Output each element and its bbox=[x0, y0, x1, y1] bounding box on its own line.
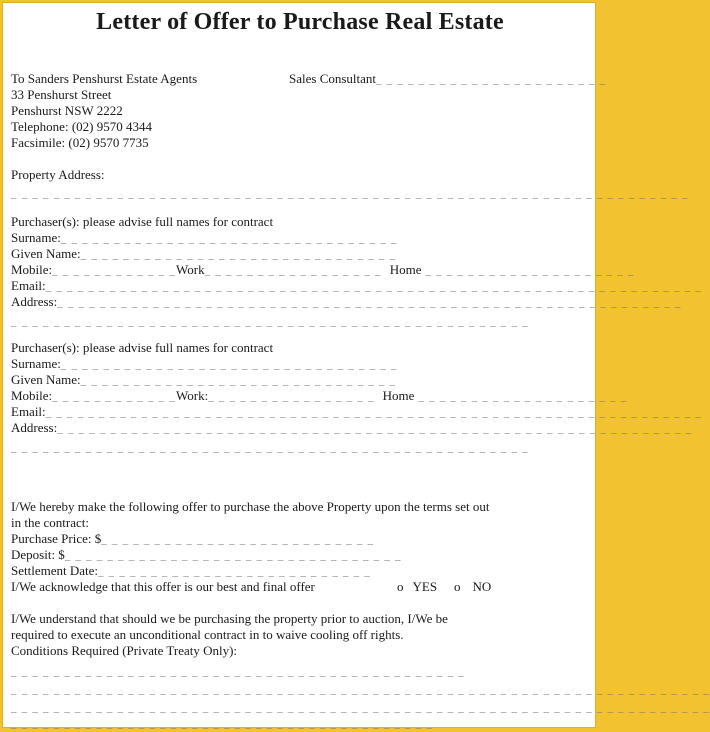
offer-letter-page bbox=[2, 2, 710, 730]
conditions-blank-line1 bbox=[11, 663, 465, 680]
conditions-field-1[interactable]: _ _ _ _ _ _ _ _ _ _ _ _ _ _ _ _ _ _ _ _ _ _ _ _ _ _ _ _ _ _ _ _ _ _ _ _ _ _ _ _ _ _ _ bbox=[11, 666, 465, 678]
purchaser2-heading: Purchaser(s): please advise full names for contract bbox=[11, 340, 274, 355]
conditions-field-2[interactable]: _ _ _ _ _ _ _ _ _ _ _ _ _ _ _ _ _ _ _ _ _ _ _ _ _ _ _ _ _ _ _ _ _ _ _ _ _ _ _ _ _ _ _ _ _ _ _ _ _ _ _ _ _ _ _ _ _ _ _ _ _ _ _ _ _ _ bbox=[11, 684, 710, 696]
conditions-label: Conditions Required (Private Treaty Only): bbox=[11, 643, 238, 658]
purchaser1-work-field[interactable]: _ _ _ _ _ _ _ _ _ _ _ _ _ _ _ _ _ bbox=[204, 265, 382, 277]
conditions-blank-line2 bbox=[11, 681, 710, 698]
purchaser1-given-label: Given Name: bbox=[11, 246, 81, 261]
agent-telephone: Telephone: (02) 9570 4344 bbox=[11, 119, 152, 134]
auction-text-line1: I/We understand that should we be purchasing the property prior to auction, I/We be bbox=[11, 611, 448, 626]
deposit-line bbox=[11, 547, 402, 564]
no-option[interactable] bbox=[454, 579, 491, 595]
purchaser1-given-field[interactable]: _ _ _ _ _ _ _ _ _ _ _ _ _ _ _ _ _ _ _ _ _ _ _ _ _ _ _ _ _ _ bbox=[80, 249, 397, 261]
purchaser2-address-label: Address: bbox=[11, 420, 58, 435]
purchase-price-label: Purchase Price: $ bbox=[11, 531, 102, 546]
no-radio[interactable]: o bbox=[454, 579, 461, 594]
purchase-price-line bbox=[11, 531, 374, 548]
conditions-field-3[interactable]: _ _ _ _ _ _ _ _ _ _ _ _ _ _ _ _ _ _ _ _ _ _ _ _ _ _ _ _ _ _ _ _ _ _ _ _ _ _ _ _ _ _ _ _ _ _ _ _ _ _ _ _ _ _ _ _ _ _ _ _ _ _ _ _ _ _ bbox=[11, 702, 710, 714]
agent-name: To Sanders Penshurst Estate Agents bbox=[11, 71, 198, 86]
purchaser2-given-label: Given Name: bbox=[11, 372, 81, 387]
no-label: NO bbox=[472, 579, 492, 594]
agent-street: 33 Penshurst Street bbox=[11, 87, 112, 102]
purchaser1-address-field[interactable]: _ _ _ _ _ _ _ _ _ _ _ _ _ _ _ _ _ _ _ _ _ _ _ _ _ _ _ _ _ _ _ _ _ _ _ _ _ _ _ _ _ _ _ _ _ _ _ _ _ _ _ _ _ _ _ _ _ _ _ bbox=[57, 297, 682, 309]
purchaser1-mobile-label: Mobile: bbox=[11, 262, 53, 277]
settlement-label: Settlement Date: bbox=[11, 563, 99, 578]
purchaser2-surname-field[interactable]: _ _ _ _ _ _ _ _ _ _ _ _ _ _ _ _ _ _ _ _ _ _ _ _ _ _ _ _ _ _ _ _ bbox=[60, 359, 398, 371]
purchaser1-email-label: Email: bbox=[11, 278, 46, 293]
purchaser2-email-field[interactable]: _ _ _ _ _ _ _ _ _ _ _ _ _ _ _ _ _ _ _ _ _ _ _ _ _ _ _ _ _ _ _ _ _ _ _ _ _ _ _ _ _ _ _ _ _ _ _ _ _ _ _ _ _ _ _ _ _ _ _ _ _ _ bbox=[45, 407, 703, 419]
auction-text-line2: required to execute an unconditional contract in to waive cooling off rights. bbox=[11, 627, 404, 642]
purchaser2-surname-label: Surname: bbox=[11, 356, 61, 371]
purchaser1-work-label: Work bbox=[176, 262, 205, 277]
purchaser1-heading: Purchaser(s): please advise full names for contract bbox=[11, 214, 274, 229]
offer-text-line1: I/We hereby make the following offer to purchase the above Property upon the terms set out bbox=[11, 499, 490, 514]
purchaser2-home-field[interactable]: _ _ _ _ _ _ _ _ _ _ _ _ _ _ _ _ _ _ _ _ bbox=[418, 391, 628, 403]
acknowledge-line bbox=[11, 579, 315, 595]
purchaser2-address-field[interactable]: _ _ _ _ _ _ _ _ _ _ _ _ _ _ _ _ _ _ _ _ _ _ _ _ _ _ _ _ _ _ _ _ _ _ _ _ _ _ _ _ _ _ _ _ _ _ _ _ _ _ _ _ _ _ _ _ _ _ _ _ bbox=[57, 423, 693, 435]
purchaser2-email-line bbox=[11, 404, 702, 421]
purchaser1-email-line bbox=[11, 278, 702, 295]
purchaser1-mobile-field[interactable]: _ _ _ _ _ _ _ _ _ _ _ _ bbox=[52, 265, 177, 277]
purchaser1-phone-line bbox=[11, 262, 635, 279]
conditions-blank-line4 bbox=[11, 715, 433, 732]
purchaser1-address-label: Address: bbox=[11, 294, 58, 309]
page-title: Letter of Offer to Purchase Real Estate bbox=[96, 9, 504, 35]
property-address-label: Property Address: bbox=[11, 167, 105, 182]
yes-option[interactable] bbox=[397, 579, 437, 595]
deposit-field[interactable]: _ _ _ _ _ _ _ _ _ _ _ _ _ _ _ _ _ _ _ _ _ _ _ _ _ _ _ _ _ _ _ _ bbox=[64, 550, 402, 562]
conditions-field-4[interactable]: _ _ _ _ _ _ _ _ _ _ _ _ _ _ _ _ _ _ _ _ _ _ _ _ _ _ _ _ _ _ _ _ _ _ _ _ _ _ _ _ bbox=[11, 718, 434, 730]
property-address-blank-line[interactable] bbox=[11, 185, 689, 202]
purchaser1-address-field-2[interactable]: _ _ _ _ _ _ _ _ _ _ _ _ _ _ _ _ _ _ _ _ _ _ _ _ _ _ _ _ _ _ _ _ _ _ _ _ _ _ _ _ _ _ _ _ _ _ _ _ _ bbox=[11, 316, 529, 328]
settlement-field[interactable]: _ _ _ _ _ _ _ _ _ _ _ _ _ _ _ _ _ _ _ _ _ _ _ _ _ _ bbox=[98, 566, 371, 578]
purchaser2-address-line bbox=[11, 420, 692, 437]
yes-label: YES bbox=[412, 579, 438, 594]
purchaser2-address-line2 bbox=[11, 439, 529, 456]
purchaser1-surname-line bbox=[11, 230, 398, 247]
purchaser1-given-line bbox=[11, 246, 396, 263]
yes-radio[interactable]: o bbox=[397, 579, 404, 594]
purchaser2-surname-line bbox=[11, 356, 398, 373]
purchaser2-mobile-field[interactable]: _ _ _ _ _ _ _ _ _ _ _ _ bbox=[52, 391, 177, 403]
property-address-blank[interactable]: _ _ _ _ _ _ _ _ _ _ _ _ _ _ _ _ _ _ _ _ _ _ _ _ _ _ _ _ _ _ _ _ _ _ _ _ _ _ _ _ _ _ _ _ _ _ _ _ _ _ _ _ _ _ _ _ _ _ _ _ _ _ _ _ bbox=[11, 188, 689, 200]
purchaser2-mobile-label: Mobile: bbox=[11, 388, 53, 403]
purchaser1-home-field[interactable]: _ _ _ _ _ _ _ _ _ _ _ _ _ _ _ _ _ _ _ _ bbox=[425, 265, 635, 277]
purchaser2-address-field-2[interactable]: _ _ _ _ _ _ _ _ _ _ _ _ _ _ _ _ _ _ _ _ _ _ _ _ _ _ _ _ _ _ _ _ _ _ _ _ _ _ _ _ _ _ _ _ _ _ _ _ _ bbox=[11, 442, 529, 454]
settlement-line bbox=[11, 563, 371, 580]
purchaser2-phone-line bbox=[11, 388, 628, 405]
agent-suburb: Penshurst NSW 2222 bbox=[11, 103, 123, 118]
agent-to-line bbox=[11, 71, 197, 87]
purchaser2-given-line bbox=[11, 372, 396, 389]
purchaser1-home-label: Home bbox=[389, 262, 422, 277]
purchaser2-given-field[interactable]: _ _ _ _ _ _ _ _ _ _ _ _ _ _ _ _ _ _ _ _ _ _ _ _ _ _ _ _ _ _ bbox=[80, 375, 397, 387]
conditions-blank-line3 bbox=[11, 699, 710, 716]
purchaser1-address-line bbox=[11, 294, 682, 311]
deposit-label: Deposit: $ bbox=[11, 547, 65, 562]
sales-consultant-blank[interactable]: _ _ _ _ _ _ _ _ _ _ _ _ _ _ _ _ _ _ _ _ _ _ bbox=[376, 74, 607, 86]
agent-facsimile: Facsimile: (02) 9570 7735 bbox=[11, 135, 149, 150]
sales-consultant-label: Sales Consultant bbox=[289, 71, 377, 86]
purchaser1-surname-field[interactable]: _ _ _ _ _ _ _ _ _ _ _ _ _ _ _ _ _ _ _ _ _ _ _ _ _ _ _ _ _ _ _ _ bbox=[60, 233, 398, 245]
purchaser2-work-field[interactable]: _ _ _ _ _ _ _ _ _ _ _ _ _ _ _ _ bbox=[208, 391, 375, 403]
purchaser1-email-field[interactable]: _ _ _ _ _ _ _ _ _ _ _ _ _ _ _ _ _ _ _ _ _ _ _ _ _ _ _ _ _ _ _ _ _ _ _ _ _ _ _ _ _ _ _ _ _ _ _ _ _ _ _ _ _ _ _ _ _ _ _ _ _ _ bbox=[45, 281, 703, 293]
purchaser2-home-label: Home bbox=[382, 388, 415, 403]
acknowledge-text: I/We acknowledge that this offer is our best and final offer bbox=[11, 579, 315, 594]
offer-text-line2: in the contract: bbox=[11, 515, 89, 530]
purchaser2-work-label: Work: bbox=[176, 388, 209, 403]
purchaser2-email-label: Email: bbox=[11, 404, 46, 419]
purchase-price-field[interactable]: _ _ _ _ _ _ _ _ _ _ _ _ _ _ _ _ _ _ _ _ _ _ _ _ _ _ bbox=[101, 534, 375, 546]
sales-consultant-line bbox=[289, 71, 606, 88]
purchaser1-address-line2 bbox=[11, 313, 529, 330]
purchaser1-surname-label: Surname: bbox=[11, 230, 61, 245]
